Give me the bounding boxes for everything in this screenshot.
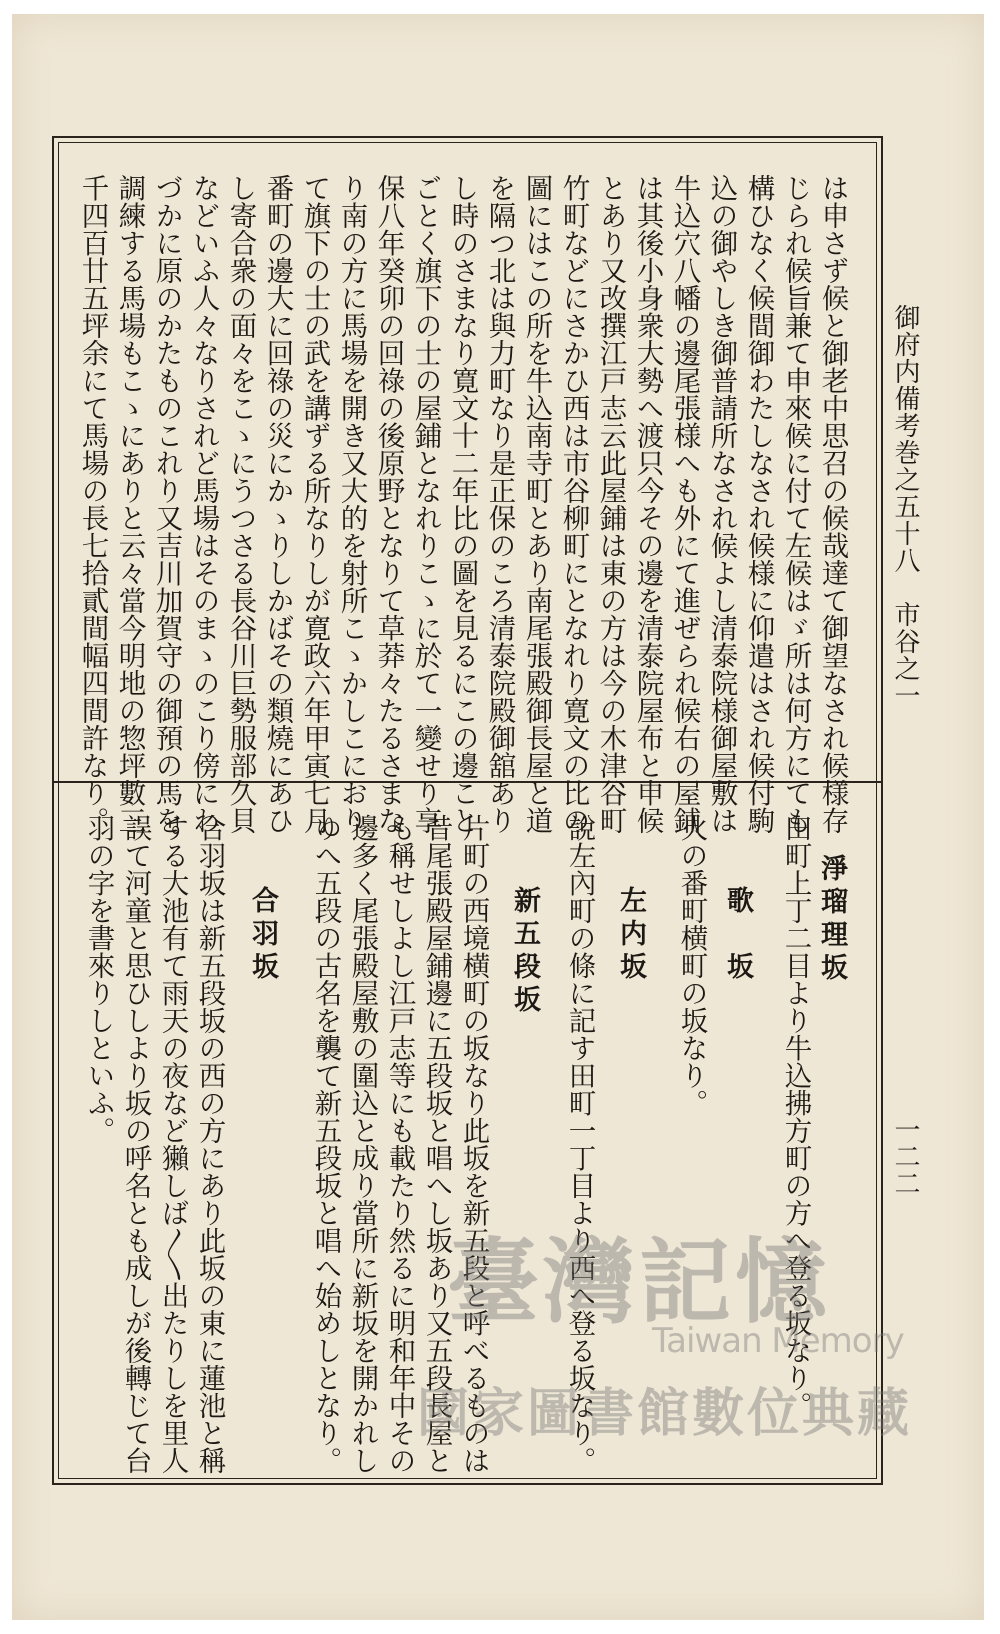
running-header: 御府内備考巻之五十八 市谷之一	[890, 304, 920, 709]
entry-line: 昔尾張殿屋鋪邊に五段坂と唱へし坂あり又五段長屋と	[420, 814, 453, 1474]
upper-column: は申さず候と御老中思召の候哉達て御望なされ候様存	[816, 174, 849, 834]
upper-column: ごとく旗下の士の屋鋪となれりこゝに於て一變せり享	[409, 174, 442, 834]
upper-column: 圖にはこの所を牛込南寺町とあり南尾張殿御長屋と道	[520, 174, 553, 834]
section-heading-sanai-zaka: 左内坂	[615, 886, 646, 985]
entry-line: 說左內町の條に記す田町一丁目より西へ登る坂なり。	[563, 814, 596, 1474]
upper-column: り南の方に馬場を開き又大的を射所こゝかしこにおり	[335, 174, 368, 834]
entry-line: ゆへ五段の古名を襲て新五段坂と唱へ始めしとなり。	[309, 814, 342, 1474]
entry-line: 田町上丁二目より牛込拂方町の方へ登る坂なり。	[779, 814, 812, 1419]
upper-column: 構ひなく候間御わたしなされ候様に仰遣はされ候付駒	[742, 174, 775, 834]
upper-column: 千四百廿五坪余にて馬場の長七拾貳間幅四間許なり。	[76, 174, 109, 834]
upper-column: 調練する馬場もこゝにありと云々當今明地の惣坪數三	[113, 174, 146, 834]
entry-line: も稱せしよし江戸志等にも載たり然るに明和年中その	[383, 814, 416, 1474]
entry-line: 火の番町横町の坂なり。	[675, 814, 708, 1117]
watermark-title: 臺灣記憶	[447, 1229, 832, 1336]
upper-column: 込の御やしき御普請所なされ候よし清泰院様御屋敷は	[705, 174, 738, 834]
library-watermark	[417, 1209, 937, 1449]
entry-line: 邊多く尾張殿屋敷の圍込と成り當所に新坂を開かれし	[346, 814, 379, 1474]
entry-line: 片町の西境横町の坂なり此坂を新五段と呼べるものは	[457, 814, 490, 1474]
entry-line: 合羽坂は新五段坂の西の方にあり此坂の東に蓮池と稱	[193, 814, 226, 1474]
upper-column: し時のさまなり寛文十二年比の圖を見るにこの邊こと	[446, 174, 479, 834]
upper-column: は其後小身衆大勢へ渡只今その邊を清泰院屋布と申候	[631, 174, 664, 834]
entry-line: 誤て河童と思ひしより坂の呼名とも成しが後轉じて台	[119, 814, 152, 1474]
upper-column: て旗下の士の武を講ずる所なりしが寛政六年甲寅七月	[298, 174, 331, 834]
entry-line: する大池有て雨天の夜など獺しば〳〵出たりしを里人	[156, 814, 189, 1474]
upper-column: 竹町などにさかひ西は市谷柳町にとなれり寛文の比の	[557, 174, 590, 834]
upper-column: 保八年癸卯の回祿の後原野となりて草莽々たるさまな	[372, 174, 405, 834]
upper-column: づかに原のかたものこれり又吉川加賀守の御預の馬を	[150, 174, 183, 834]
upper-column: 番町の邊大に回祿の災にかゝりしかばその類燒にあひ	[261, 174, 294, 834]
page-number: 一二二	[890, 1116, 920, 1197]
section-heading-shin-godan-zaka: 新五段坂	[509, 886, 540, 1018]
upper-column: じられ候旨兼て申來候に付て左候はゞ所は何方にても	[779, 174, 812, 834]
watermark-english: Taiwan Memory	[652, 1321, 904, 1361]
section-heading-uta-zaka: 歌 坂	[722, 886, 753, 985]
document-page	[12, 14, 984, 1620]
section-heading-joruri-zaka: 淨瑠理坂	[816, 854, 847, 986]
upper-column: 牛込穴八幡の邊尾張様へも外にて進ぜられ候右の屋鋪	[668, 174, 701, 834]
upper-column: とあり又改撰江戸志云此屋鋪は東の方は今の木津谷町	[594, 174, 627, 834]
upper-column: などいふ人々なりされど馬場はそのまゝのこり傍にわ	[187, 174, 220, 834]
entry-line: 羽の字を書來りしといふ。	[82, 814, 115, 1144]
upper-column: し寄合衆の面々をこゝにうつさる長谷川巨勢服部久貝	[224, 174, 257, 834]
watermark-subtitle: 國家圖書館數位典藏	[417, 1384, 913, 1444]
section-heading-kappa-zaka: 合羽坂	[247, 886, 278, 985]
upper-column: を隔つ北は與力町なり是正保のころ清泰院殿御舘あり	[483, 174, 516, 834]
